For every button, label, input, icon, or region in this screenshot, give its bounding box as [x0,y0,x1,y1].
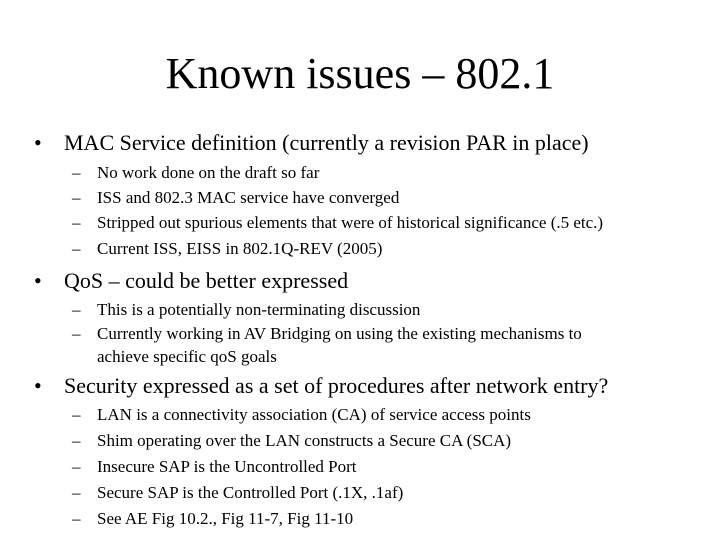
sub-item-text: This is a potentially non-terminating discussion [97,300,421,319]
sub-item-text: achieve specific qoS goals [97,347,277,366]
sub-item [72,298,420,322]
sub-item [72,507,353,531]
sub-item [72,455,357,479]
bullet-text: Security expressed as a set of procedures after network entry? [64,373,609,398]
bullet-security [34,373,608,399]
dash-marker: – [72,483,81,502]
dash-marker: – [72,239,81,258]
sub-item-text: LAN is a connectivity association (CA) of service access points [97,405,531,424]
dash-marker: – [72,457,81,476]
sub-item [72,161,319,185]
sub-item-text: Currently working in AV Bridging on using the existing mechanisms to [97,324,582,343]
dash-marker: – [72,431,81,450]
dash-marker: – [72,213,81,232]
sub-item [72,481,403,505]
sub-item [72,211,603,235]
dash-marker: – [72,300,81,319]
sub-item-text: Shim operating over the LAN constructs a Secure CA (SCA) [97,431,512,450]
sub-item-text: Insecure SAP is the Uncontrolled Port [97,457,357,476]
sub-item [72,403,531,427]
sub-item-continuation [72,345,277,369]
sub-item-text: No work done on the draft so far [97,163,320,182]
dash-marker: – [72,188,81,207]
bullet-marker: • [34,373,42,398]
sub-item-text: ISS and 802.3 MAC service have converged [97,188,400,207]
sub-item-text: Stripped out spurious elements that were of historical significance (.5 etc.) [97,213,604,232]
sub-item [72,186,399,210]
bullet-marker: • [34,268,42,293]
bullet-mac-service [34,130,589,156]
bullet-text: QoS – could be better expressed [64,268,349,293]
dash-marker: – [72,509,81,528]
bullet-qos [34,268,348,294]
sub-item-text: See AE Fig 10.2., Fig 11-7, Fig 11-10 [97,509,354,528]
sub-item [72,429,511,453]
dash-marker: – [72,405,81,424]
sub-item [72,322,582,346]
sub-item-text: Current ISS, EISS in 802.1Q-REV (2005) [97,239,383,258]
sub-item-text: Secure SAP is the Controlled Port (.1X, .1af) [97,483,404,502]
dash-marker: – [72,163,81,182]
bullet-text: MAC Service definition (currently a revision PAR in place) [64,130,589,155]
sub-item [72,237,382,261]
slide-title: Known issues – 802.1 [165,49,555,98]
bullet-marker: • [34,130,42,155]
dash-marker: – [72,324,81,343]
